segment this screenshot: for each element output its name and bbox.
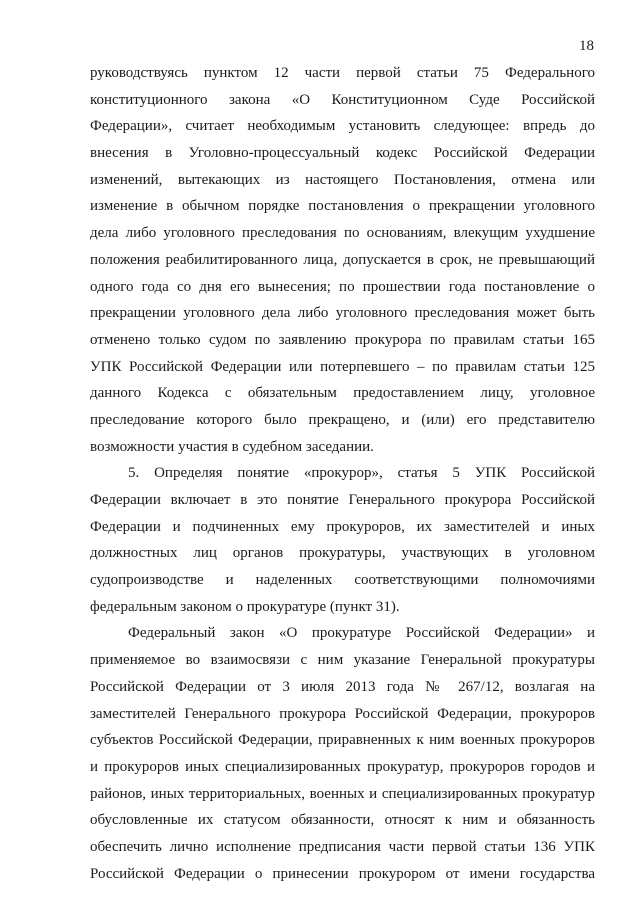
- text-line: одного года со дня его вынесения; по прошествии года постановление о: [90, 278, 595, 295]
- paragraph-resolution-continuation: [90, 60, 595, 460]
- text-line: дела либо уголовного преследования по основаниям, влекущим ухудшение: [90, 225, 595, 242]
- text-line: Федерации», считает необходимым установить следующее: впредь до: [90, 118, 595, 135]
- text-line: федеральным законом о прокуратуре (пункт 31).: [90, 598, 400, 615]
- paragraph-point-5: [90, 460, 595, 620]
- text-line: изменение в обычном порядке постановления о прекращении уголовного: [90, 198, 595, 215]
- text-line: Федеральный закон «О прокуратуре Российской Федерации» и: [128, 625, 595, 642]
- text-line: руководствуясь пунктом 12 части первой статьи 75 Федерального: [90, 65, 595, 81]
- text-line: Федерации и подчиненных ему прокуроров, их заместителей и иных: [90, 518, 595, 535]
- text-line: обусловленные их статусом обязанности, относят к ним и обязанность: [90, 812, 595, 829]
- text-line: субъектов Российской Федерации, приравненных к ним военных прокуроров: [90, 732, 595, 749]
- text-line: судопроизводстве и наделенных соответствующими полномочиями: [90, 572, 595, 589]
- text-line: конституционного закона «О Конституционном Суде Российской: [90, 91, 595, 108]
- text-line: применяемое во взаимосвязи с ним указание Генеральной прокуратуры: [90, 652, 595, 669]
- text-line: данного Кодекса с обязательным предоставлением лицу, уголовное: [90, 385, 595, 402]
- text-line: прекращении уголовного дела либо уголовного преследования может быть: [90, 305, 595, 322]
- text-line: Федерации включает в это понятие Генерального прокурора Российской: [90, 492, 595, 508]
- text-line: обеспечить лично исполнение предписания части первой статьи 136 УПК: [90, 838, 595, 855]
- paragraph-federal-law: [90, 620, 595, 887]
- text-line: положения реабилитированного лица, допускается в срок, не превышающий: [90, 251, 595, 268]
- text-line: Российской Федерации о принесении прокурором от имени государства: [90, 865, 595, 882]
- text-line: возможности участия в судебном заседании.: [90, 438, 374, 455]
- page-number: 18: [579, 38, 594, 54]
- text-line: 5. Определяя понятие «прокурор», статья 5 УПК Российской: [128, 465, 595, 482]
- text-line: преследование которого было прекращено, и (или) его представителю: [90, 411, 595, 428]
- text-line: районов, иных территориальных, военных и специализированных прокуратур: [90, 785, 595, 802]
- text-line: отменено только судом по заявлению прокурора по правилам статьи 165: [90, 331, 595, 348]
- text-line: заместителей Генерального прокурора Российской Федерации, прокуроров: [90, 705, 595, 722]
- text-line: внесения в Уголовно-процессуальный кодекс Российской Федерации: [90, 145, 595, 162]
- text-line: изменений, вытекающих из настоящего Постановления, отмена или: [90, 171, 595, 188]
- text-line: должностных лиц органов прокуратуры, участвующих в уголовном: [90, 545, 595, 562]
- text-line: УПК Российской Федерации или потерпевшего – по правилам статьи 125: [90, 358, 595, 375]
- document-body: [90, 60, 595, 887]
- text-line: Российской Федерации от 3 июля 2013 года № 267/12, возлагая на: [90, 678, 595, 695]
- text-line: и прокуроров иных специализированных прокуратур, прокуроров городов и: [90, 758, 595, 775]
